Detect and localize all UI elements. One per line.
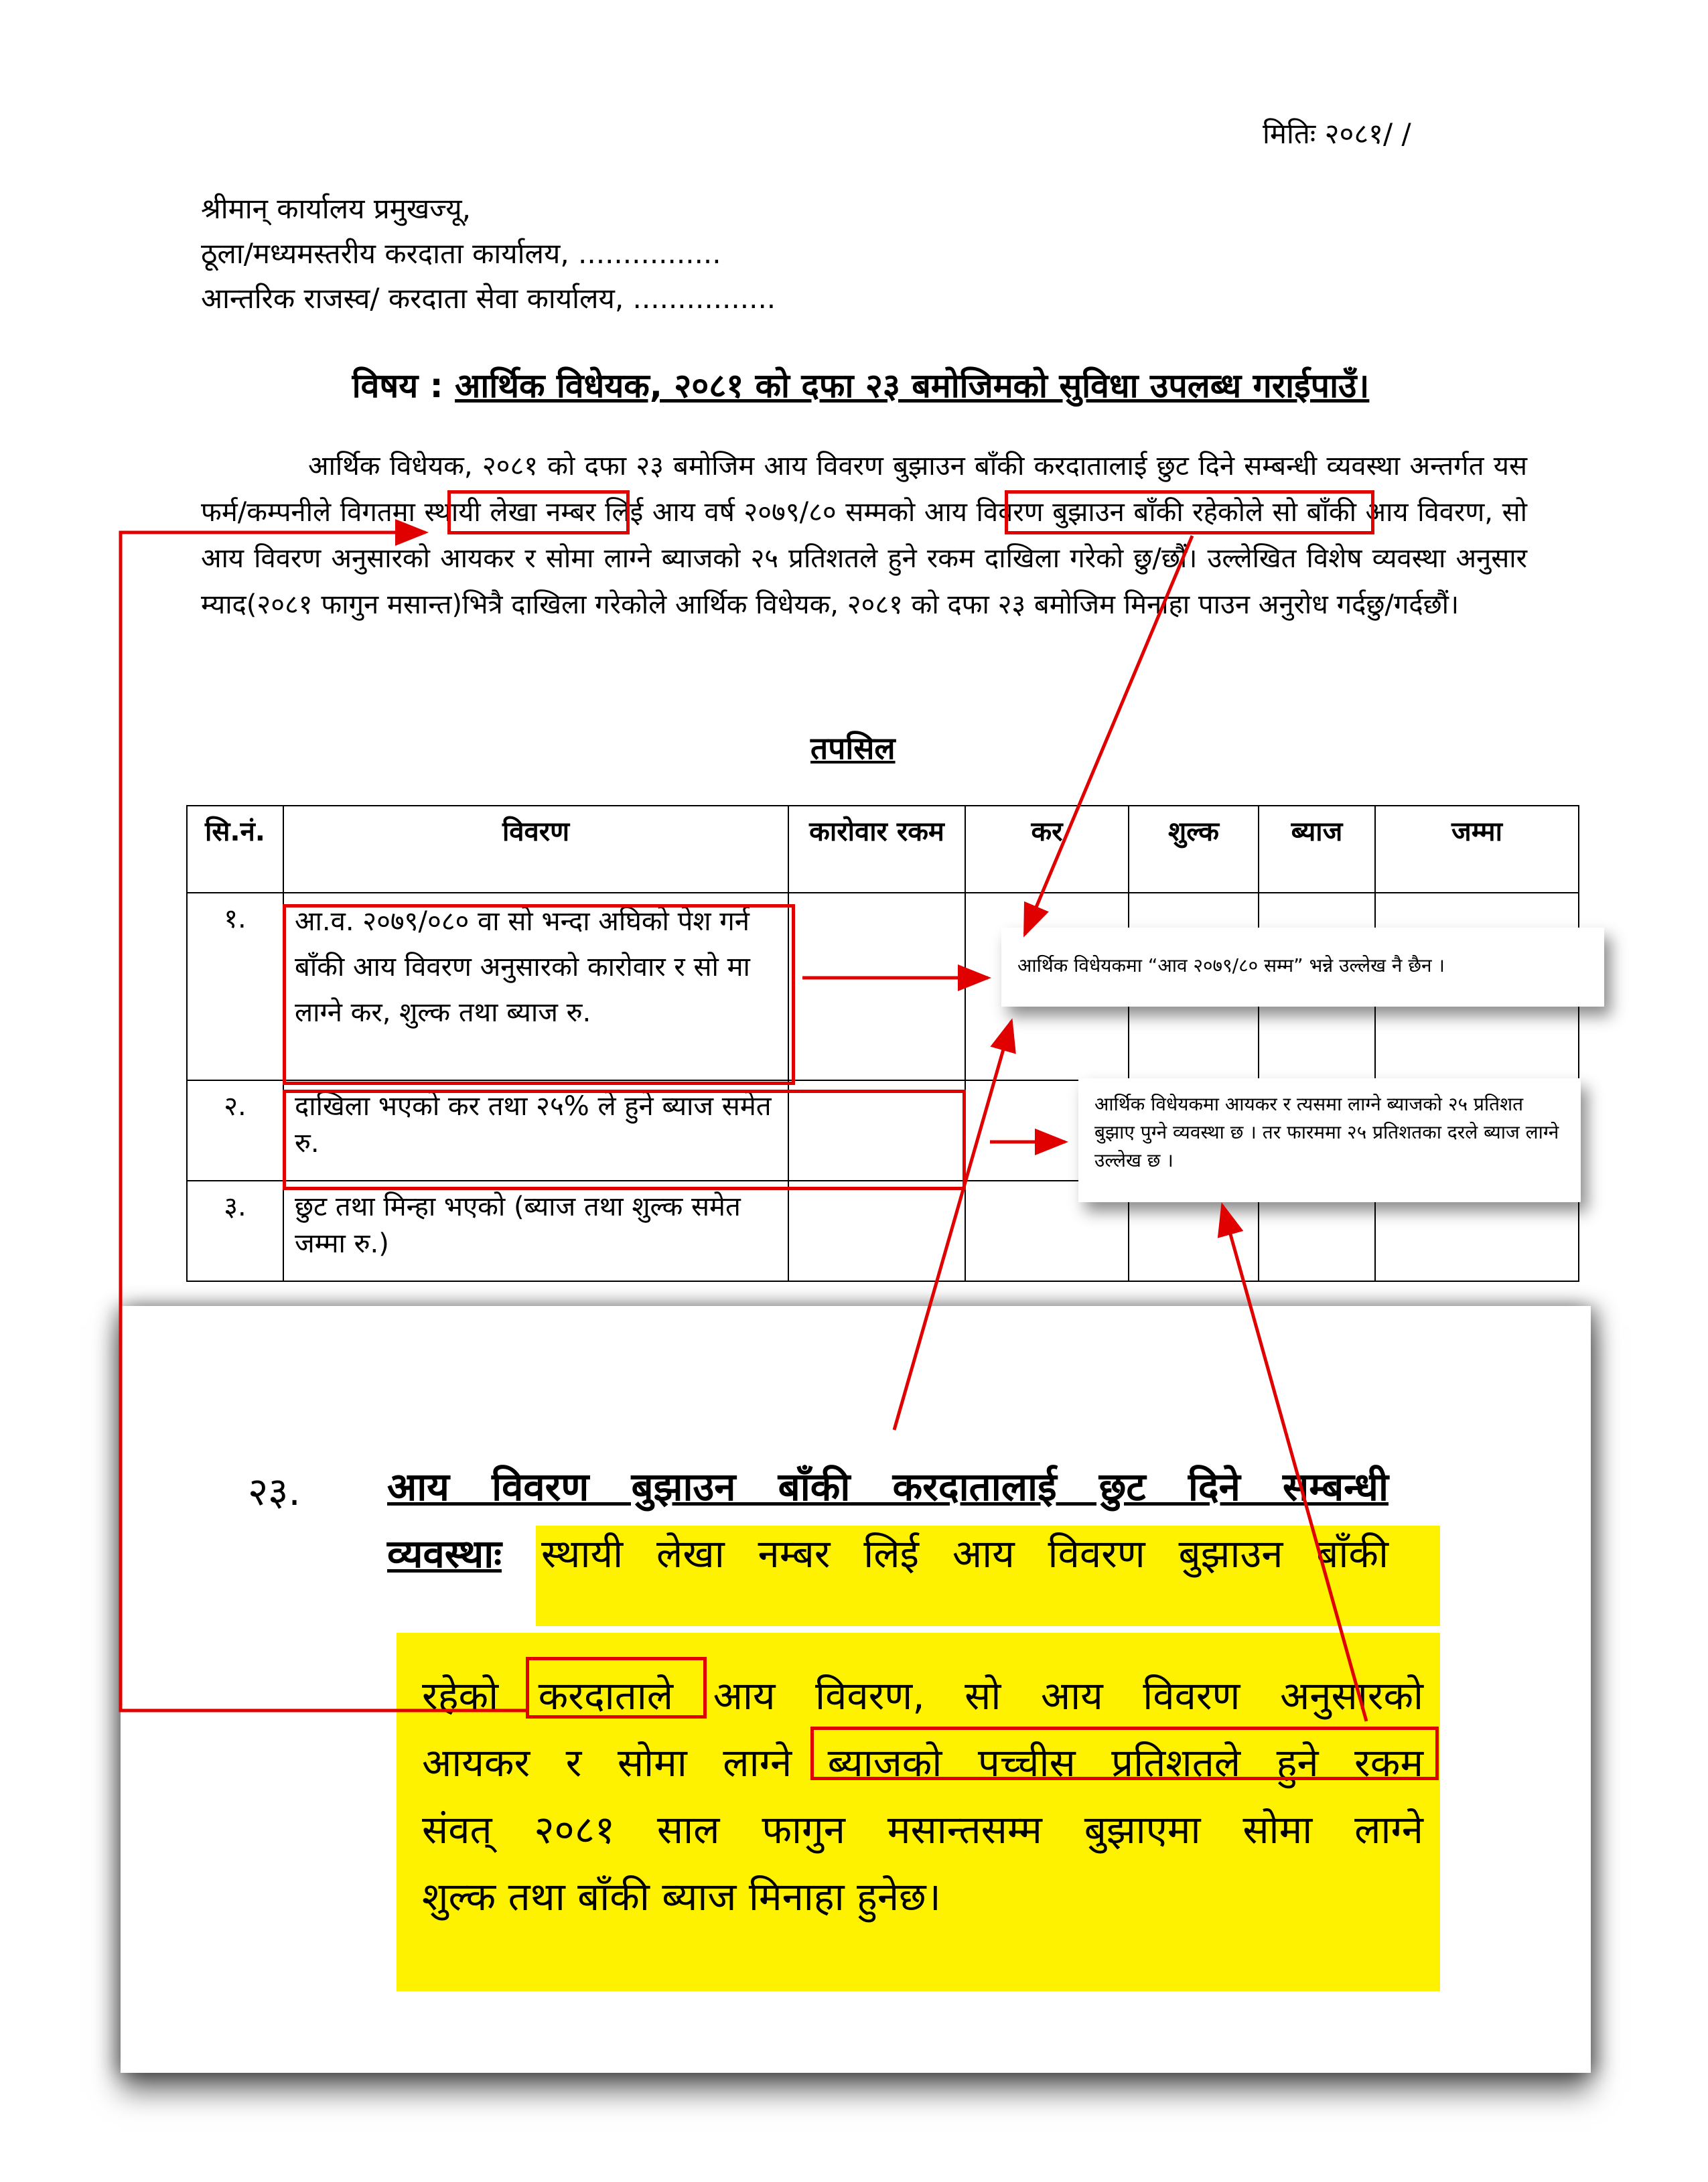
- col-fee: शुल्क: [1129, 806, 1259, 893]
- excerpt-line-3: आयकर र सोमा लाग्ने ब्याजको पच्चीस प्रतिशतले हुने रकम: [422, 1740, 1424, 1786]
- subject-label: विषय :: [352, 366, 443, 405]
- col-total: जम्मा: [1375, 806, 1579, 893]
- body-line-2b: विगतमा स्थायी लेखा नम्बर लिई: [340, 497, 644, 528]
- annotation-note-2: आर्थिक विधेयकमा आयकर र त्यसमा लाग्ने ब्याजको २५ प्रतिशत बुझाए पुग्ने व्यवस्था छ । तर फारममा २५ प्रतिशतका दरले ब्याज लाग्ने उल्लेख छ ।: [1078, 1078, 1581, 1202]
- row-description: आ.व. २०७९/०८० वा सो भन्दा अघिको पेश गर्न बाँकी आय विवरण अनुसारको कारोवार र सो मा लाग्ने कर, शुल्क तथा ब्याज रु.: [283, 893, 788, 1080]
- subject-text: आर्थिक विधेयक, २०८१ को दफा २३ बमोजिमको सुविधा उपलब्ध गराईपाउँ।: [455, 366, 1370, 405]
- section-heading: आय विवरण बुझाउन बाँकी करदातालाई छुट दिने सम्बन्धी: [387, 1464, 1389, 1510]
- table-heading: तपसिल: [810, 730, 896, 766]
- section-heading-cont: व्यवस्थाः: [387, 1531, 502, 1577]
- col-interest: ब्याज: [1259, 806, 1375, 893]
- excerpt-line-2: रहेको करदाताले आय विवरण, सो आय विवरण अनुसारको: [422, 1673, 1424, 1719]
- col-tax: कर: [965, 806, 1129, 893]
- row-sn: २.: [187, 1080, 283, 1181]
- excerpt-line-5: शुल्क तथा बाँकी ब्याज मिनाहा हुनेछ।: [422, 1874, 941, 1919]
- annotation-note-1: आर्थिक विधेयकमा “आव २०७९/८० सम्म” भन्ने उल्लेख नै छैन ।: [1001, 928, 1604, 1007]
- body-line-2a: व्यवस्था अन्तर्गत यस: [1326, 451, 1527, 482]
- interest-text: ब्याजको पच्चीस प्रतिशतले हुने रकम: [827, 1740, 1424, 1786]
- section-number: २३.: [248, 1469, 301, 1514]
- excerpt-line-1: स्थायी लेखा नम्बर लिई आय विवरण बुझाउन बाँकी: [541, 1531, 1389, 1577]
- body-line-1: आर्थिक विधेयक, २०८१ को दफा २३ बमोजिम आय विवरण बुझाउन बाँकी करदातालाई छुट दिने सम्बन्धी: [308, 451, 1318, 482]
- connector-arrow-firm: [121, 532, 526, 1711]
- connector-arrow-year: [1025, 536, 1192, 934]
- connector-arrow-interest: [1222, 1206, 1366, 1721]
- col-amount: कारोवार रकम: [788, 806, 965, 893]
- col-sn: सि.नं.: [187, 806, 283, 893]
- date-line: मितिः २०८१/ /: [1263, 117, 1411, 150]
- col-description: विवरण: [283, 806, 788, 893]
- address-line-3: आन्तरिक राजस्व/ करदाता सेवा कार्यालय, ................: [201, 282, 776, 315]
- year-text: आय वर्ष २०७९/८० सम्मको: [652, 497, 916, 528]
- row-description: छुट तथा मिन्हा भएको (ब्याज तथा शुल्क समेत जम्मा रु.): [283, 1181, 788, 1281]
- firm-text: फर्म/कम्पनीले: [201, 497, 332, 528]
- address-line-2: ठूला/मध्यमस्तरीय करदाता कार्यालय, ................: [201, 237, 721, 270]
- taxpayer-text: करदाताले: [538, 1673, 674, 1719]
- row-sn: ३.: [187, 1181, 283, 1281]
- body-rest: बुझाउन बाँकी रहेकोले सो बाँकी आय विवरण, सो आय विवरण अनुसारको आयकर र सोमा लाग्ने ब्याजको २५ प्रतिशतले हुने रकम दाखिला गरेको छु/छौं। उल्लेखित विशेष व्यवस्था अनुसार म्याद(२०८१ फागुन मसान्त)भित्रै दाखिला गरेकोले आर्थिक विधेयक, २०८१ को दफा २३ बमोजिम मिनाहा पाउन अनुरोध गर्दछु/गर्दछौं।: [201, 497, 1528, 620]
- body-line-2c: आय विवरण: [924, 497, 1044, 528]
- row-sn: १.: [187, 893, 283, 1080]
- address-line-1: श्रीमान् कार्यालय प्रमुखज्यू,: [201, 192, 471, 225]
- excerpt-line-4: संवत् २०८१ साल फागुन मसान्तसम्म बुझाएमा सोमा लाग्ने: [422, 1807, 1423, 1852]
- connector-arrow-excerpt: [894, 1021, 1011, 1430]
- row-description: दाखिला भएको कर तथा २५% ले हुने ब्याज समेत रु.: [283, 1080, 788, 1181]
